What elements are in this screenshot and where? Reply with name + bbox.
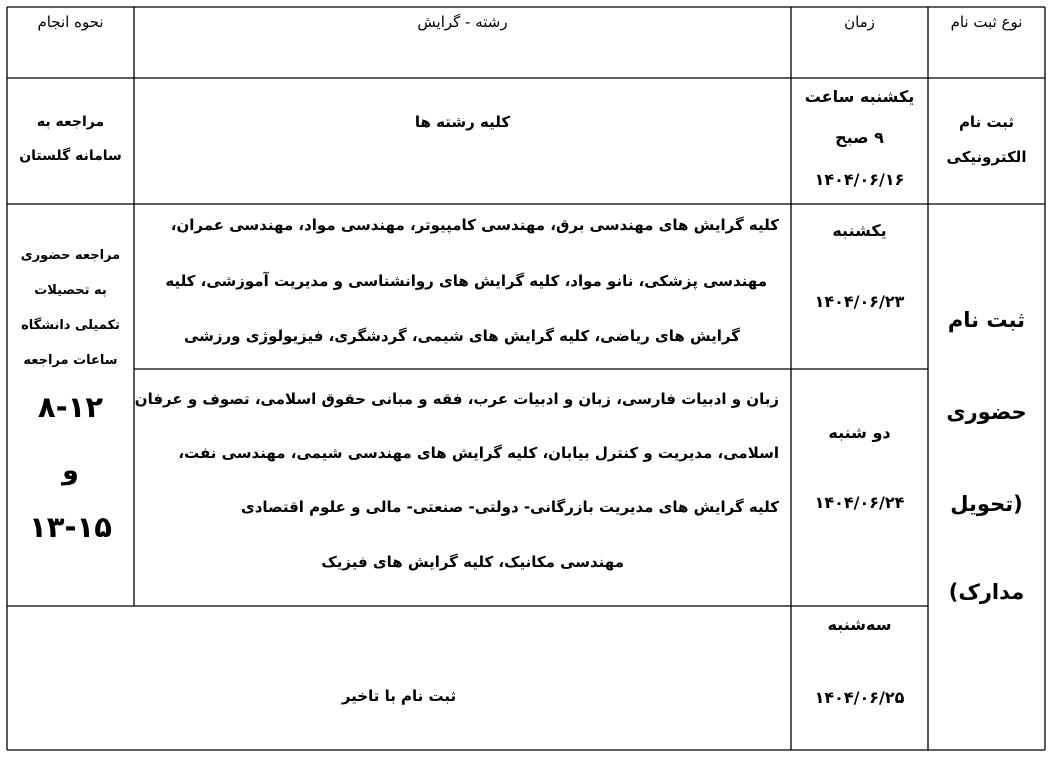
electronic-field: کلیه رشته ها: [414, 113, 511, 131]
late-date: ۱۴۰۴/۰۶/۲۵: [814, 688, 905, 707]
inperson-type-line3: (تحویل: [950, 492, 1023, 516]
day1-date: ۱۴۰۴/۰۶/۲۳: [814, 292, 905, 311]
inperson-method-line4: ساعات مراجعه: [23, 353, 118, 368]
inperson-hours-line2: و: [62, 455, 79, 486]
day2-field-line: مهندسی مکانیک، کلیه گرایش های فیزیک: [321, 553, 624, 571]
late-label: ثبت نام با تاخیر: [341, 687, 457, 705]
electronic-date: ۱۴۰۴/۰۶/۱۶: [814, 170, 905, 189]
header-field: رشته - گرایش: [417, 13, 508, 31]
day2-weekday: دو شنبه: [828, 423, 891, 442]
electronic-time-line2: ۹ صبح: [835, 128, 884, 147]
day1-field-line: مهندسی پزشکی، نانو مواد، کلیه گرایش های روانشناسی و مدیریت آموزشی، کلیه: [165, 272, 767, 290]
late-weekday: سه‌شنبه: [827, 615, 892, 634]
electronic-type-line2: الکترونیکی: [946, 148, 1027, 166]
inperson-hours-line3: ۱۳-۱۵: [29, 510, 112, 544]
inperson-method-line1: مراجعه حضوری: [20, 248, 121, 263]
electronic-method-line2: سامانه گلستان: [19, 148, 122, 164]
inperson-type-line4: مدارک): [948, 580, 1025, 604]
day2-field-line: زبان و ادبیات فارسی، زبان و ادبیات عرب، فقه و مبانی حقوق اسلامی، تصوف و عرفان: [134, 390, 779, 408]
electronic-method-line1: مراجعه به: [36, 114, 105, 130]
header-method: نحوه انجام: [37, 13, 104, 31]
header-time: زمان: [844, 13, 875, 31]
inperson-method-line3: تکمیلی دانشگاه: [21, 318, 120, 333]
electronic-type-line1: ثبت نام: [958, 113, 1015, 131]
inperson-hours-line1: ۸-۱۲: [37, 390, 104, 424]
inperson-method-line2: به تحصیلات: [34, 283, 107, 298]
inperson-type-line2: حضوری: [946, 400, 1027, 424]
day2-date: ۱۴۰۴/۰۶/۲۴: [814, 493, 905, 512]
inperson-type-line1: ثبت نام: [947, 308, 1026, 332]
day2-field-list: [134, 0, 779, 606]
day1-weekday: یکشنبه: [832, 221, 887, 240]
day1-field-line: کلیه گرایش های مهندسی برق، مهندسی کامپیوتر، مهندسی مواد، مهندسی عمران،: [170, 216, 779, 234]
header-type: نوع ثبت نام: [950, 13, 1023, 31]
electronic-time-line1: یکشنبه ساعت: [804, 87, 915, 106]
day1-field-line: گرایش های ریاضی، کلیه گرایش های شیمی، گردشگری، فیزیولوژی ورزشی: [183, 327, 740, 345]
day2-field-line: اسلامی، مدیریت و کنترل بیابان، کلیه گرایش های مهندسی شیمی، مهندسی نفت،: [178, 444, 779, 462]
day2-field-line: کلیه گرایش های مدیریت بازرگانی- دولتی- صنعتی- مالی و علوم اقتصادی: [240, 498, 779, 516]
